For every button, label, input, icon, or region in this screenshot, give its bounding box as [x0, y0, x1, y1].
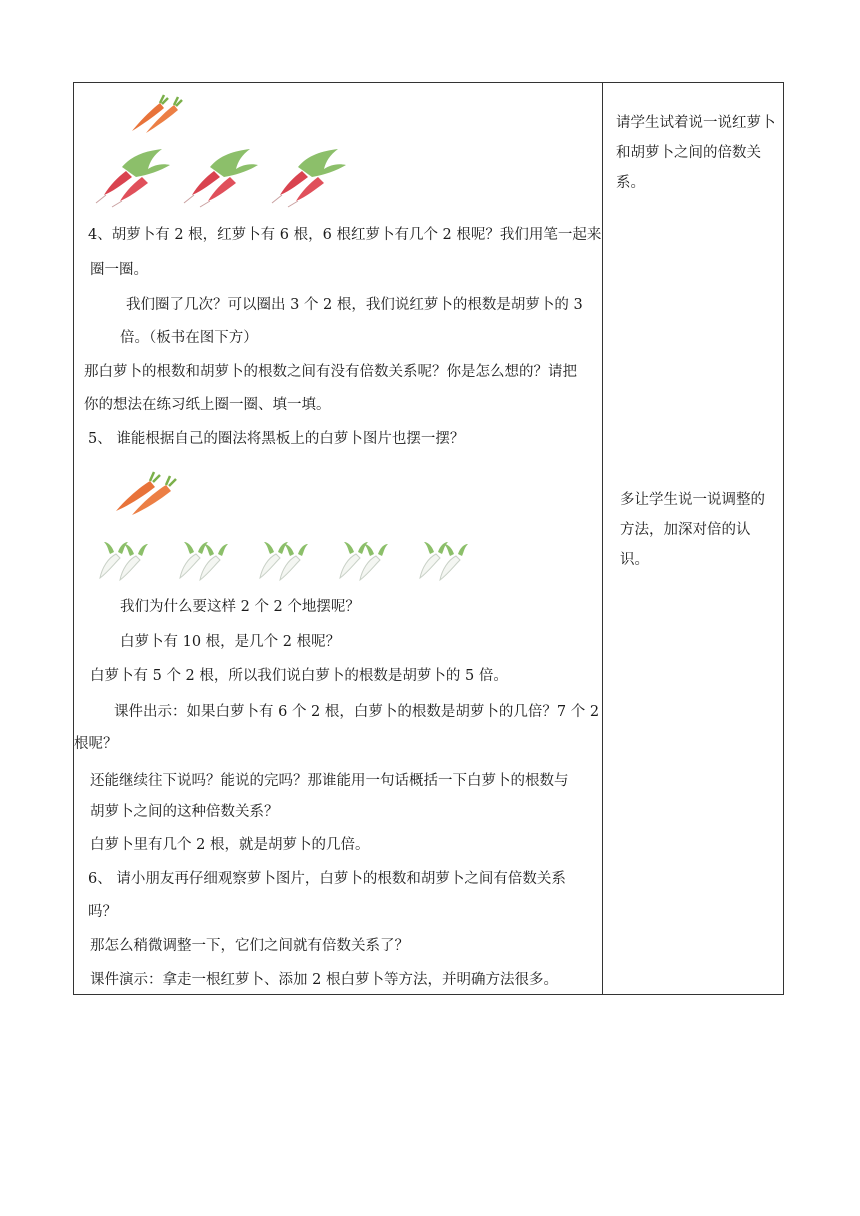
lesson-line-5: 那白萝卜的根数和胡萝卜的根数之间有没有倍数关系呢？你是怎么想的？请把 — [84, 364, 577, 380]
carrots-picture-2 — [110, 467, 180, 517]
lesson-line-13: 还能继续往下说吗？能说的完吗？那谁能用一句话概括一下白萝卜的根数与 — [90, 773, 569, 789]
column-divider — [602, 83, 603, 994]
lesson-line-11: 课件出示：如果白萝卜有 6 个 2 根，白萝卜的根数是胡萝卜的几倍？7 个 2 — [114, 704, 600, 720]
lesson-table — [73, 82, 784, 995]
lesson-line-15: 白萝卜里有几个 2 根，就是胡萝卜的几倍。 — [90, 837, 370, 853]
lesson-line-6: 你的想法在练习纸上圈一圈、填一填。 — [84, 397, 331, 413]
lesson-line-14: 胡萝卜之间的这种倍数关系？ — [90, 804, 279, 820]
lesson-line-3: 我们圈了几次？可以圈出 3 个 2 根，我们说红萝卜的根数是胡萝卜的 3 — [126, 297, 583, 313]
carrots-picture-1 — [124, 91, 184, 136]
red-radishes-picture — [94, 145, 354, 210]
lesson-line-10: 白萝卜有 5 个 2 根，所以我们说白萝卜的根数是胡萝卜的 5 倍。 — [90, 668, 508, 684]
lesson-line-2: 圈一圈。 — [90, 262, 148, 278]
lesson-line-16: 6、 请小朋友再仔细观察萝卜图片，白萝卜的根数和胡萝卜之间有倍数关系 — [88, 871, 566, 887]
teacher-note-2: 多让学生说一说调整的方法，加深对倍的认识。 — [620, 492, 765, 568]
lesson-line-19: 课件演示：拿走一根红萝卜、添加 2 根白萝卜等方法，并明确方法很多。 — [90, 972, 558, 988]
lesson-line-18: 那怎么稍微调整一下，它们之间就有倍数关系了？ — [90, 938, 409, 954]
lesson-line-7: 5、 谁能根据自己的圈法将黑板上的白萝卜图片也摆一摆？ — [88, 431, 465, 447]
lesson-line-17: 吗？ — [88, 904, 117, 920]
lesson-line-1: 4、胡萝卜有 2 根，红萝卜有 6 根，6 根红萝卜有几个 2 根呢？我们用笔一起来 — [88, 227, 602, 243]
teacher-note-1: 请学生试着说一说红萝卜和胡萝卜之间的倍数关系。 — [616, 115, 776, 191]
lesson-line-12: 根呢？ — [74, 736, 118, 752]
lesson-line-9: 白萝卜有 10 根，是几个 2 根呢？ — [120, 634, 341, 650]
lesson-line-4: 倍。（板书在图下方） — [120, 330, 258, 346]
lesson-line-8: 我们为什么要这样 2 个 2 个地摆呢？ — [120, 599, 360, 615]
white-radishes-picture — [94, 538, 484, 583]
